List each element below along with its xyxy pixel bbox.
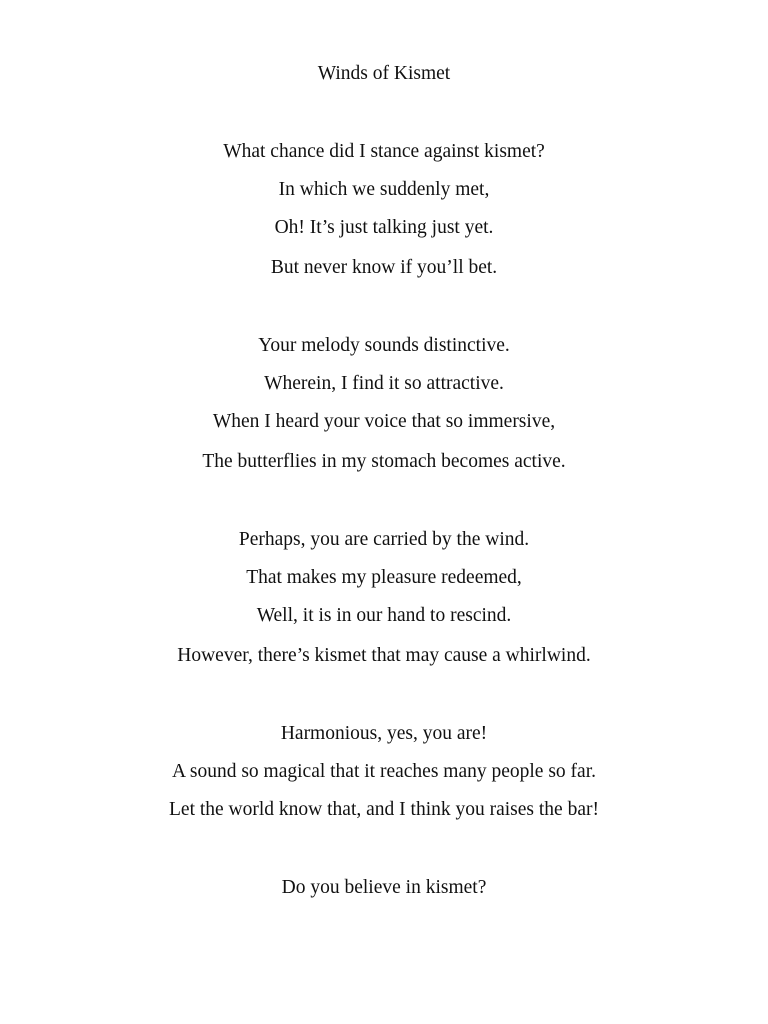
poem-line: Do you believe in kismet? <box>281 877 487 898</box>
poem-line: Wherein, I find it so attractive. <box>264 373 504 394</box>
poem-line: Perhaps, you are carried by the wind. <box>238 529 530 550</box>
poem-line: What chance did I stance against kismet? <box>223 141 545 162</box>
poem-line: Oh! It’s just talking just yet. <box>274 217 494 238</box>
poem-line: However, there’s kismet that may cause a whirlwind. <box>177 645 591 666</box>
poem-line: The butterflies in my stomach becomes active. <box>202 451 566 472</box>
poem-line: That makes my pleasure redeemed, <box>246 567 522 588</box>
poem-line: But never know if you’ll bet. <box>270 257 498 278</box>
poem-line: Your melody sounds distinctive. <box>258 335 510 356</box>
poem-line: When I heard your voice that so immersive, <box>212 411 556 432</box>
poem-line: A sound so magical that it reaches many people so far. <box>171 761 596 782</box>
poem-line: In which we suddenly met, <box>278 179 490 200</box>
poem-line: Harmonious, yes, you are! <box>280 723 488 744</box>
poem-line: Let the world know that, and I think you raises the bar! <box>169 799 599 820</box>
poem-line: Well, it is in our hand to rescind. <box>256 605 512 626</box>
poem-title: Winds of Kismet <box>317 63 451 84</box>
